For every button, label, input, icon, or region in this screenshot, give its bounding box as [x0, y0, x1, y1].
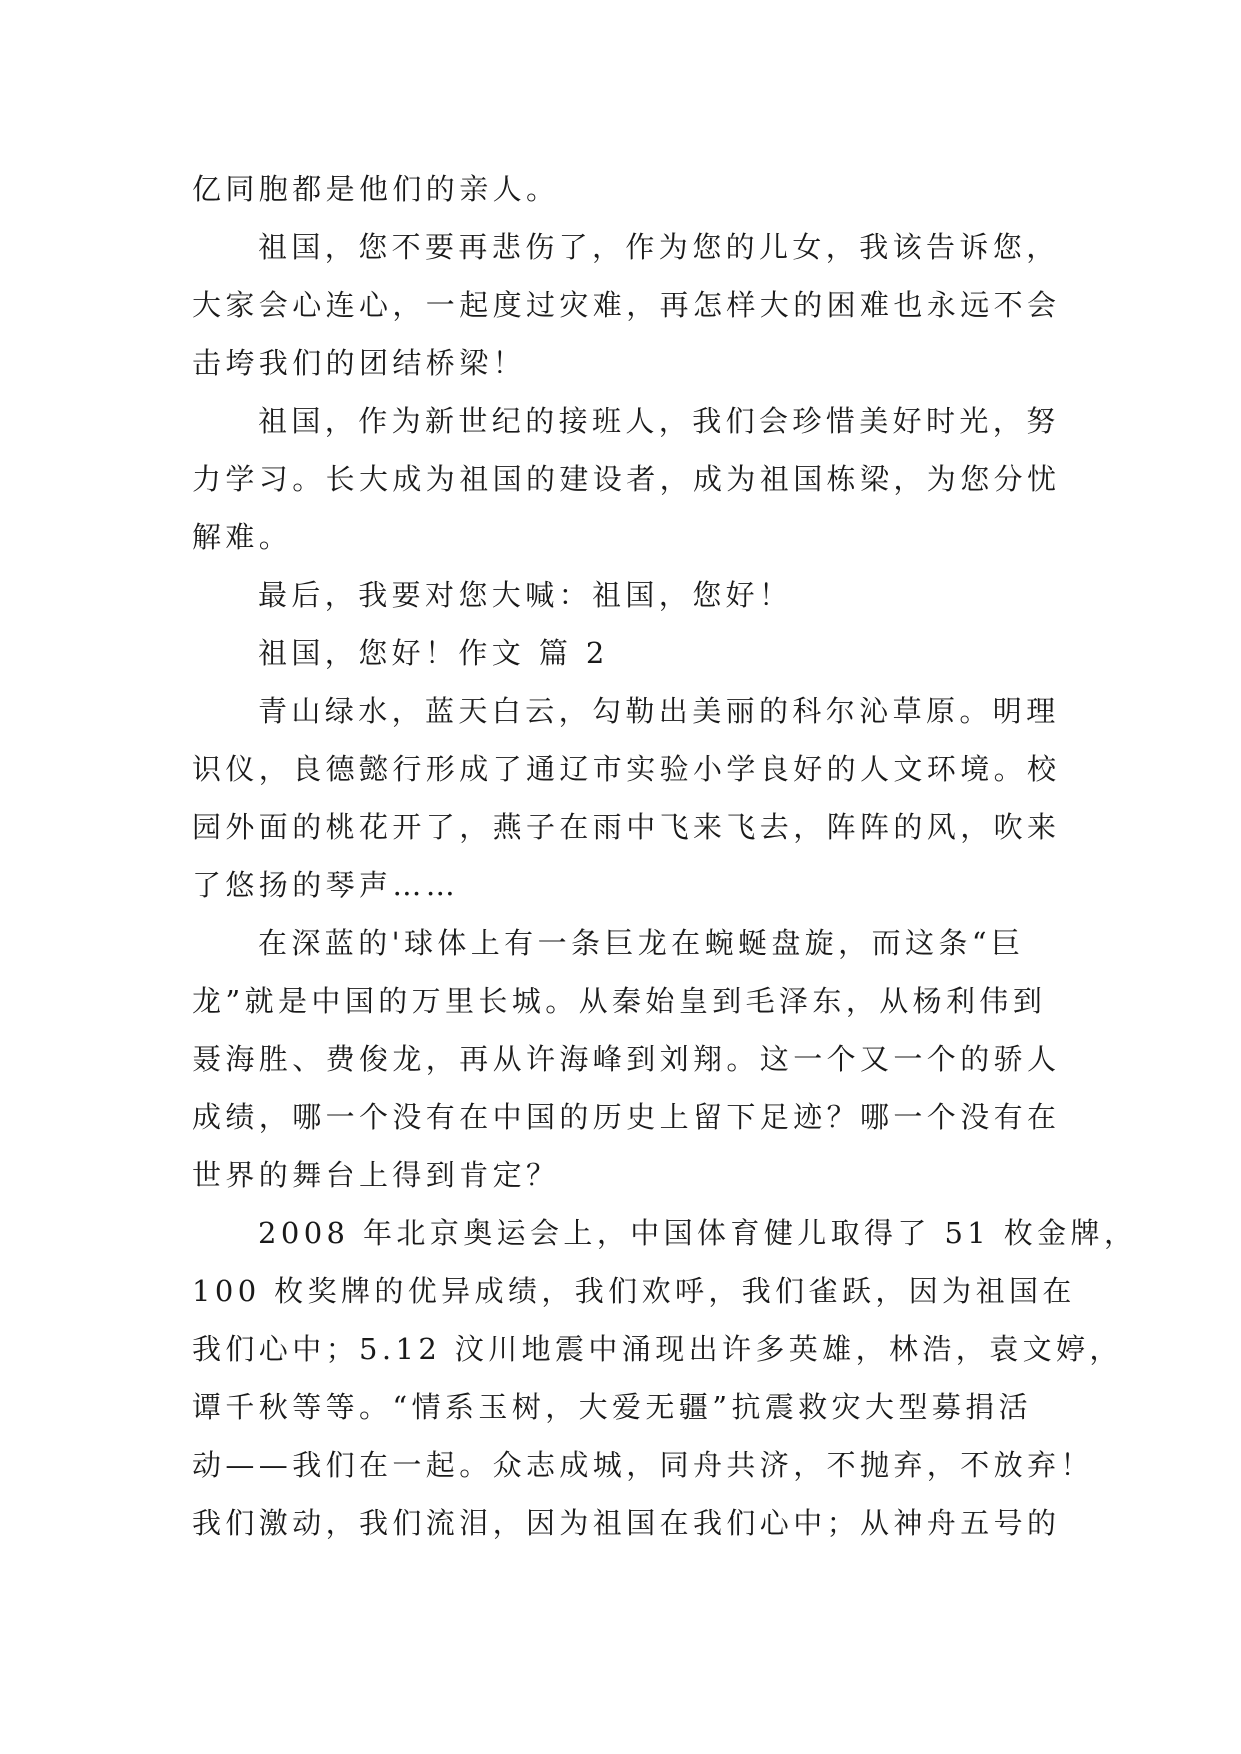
text-line: 击垮我们的团结桥梁！ [192, 346, 527, 380]
text-line: 祖国，作为新世纪的接班人，我们会珍惜美好时光，努 [258, 404, 1060, 438]
text-line: 了悠扬的琴声…… [192, 868, 460, 902]
text-line: 动——我们在一起。众志成城，同舟共济，不抛弃，不放弃！ [192, 1448, 1094, 1482]
text-line: 成绩，哪一个没有在中国的历史上留下足迹？哪一个没有在 [192, 1100, 1061, 1134]
text-line: 识仪，良德懿行形成了通辽市实验小学良好的人文环境。校 [192, 752, 1061, 786]
text-line: 谭千秋等等。“情系玉树，大爱无疆”抗震救灾大型募捐活 [192, 1390, 1033, 1424]
text-line: 大家会心连心，一起度过灾难，再怎样大的困难也永远不会 [192, 288, 1061, 322]
text-line: 祖国，您不要再悲伤了，作为您的儿女，我该告诉您， [258, 230, 1060, 264]
text-line: 解难。 [192, 520, 293, 554]
text-line: 我们心中；5.12 汶川地震中涌现出许多英雄，林浩，袁文婷， [192, 1332, 1123, 1366]
text-line: 青山绿水，蓝天白云，勾勒出美丽的科尔沁草原。明理 [258, 694, 1060, 728]
text-line: 在深蓝的'球体上有一条巨龙在蜿蜒盘旋，而这条“巨 [258, 926, 1025, 960]
text-line: 世界的舞台上得到肯定？ [192, 1158, 560, 1192]
text-line: 最后，我要对您大喊：祖国，您好！ [258, 578, 793, 612]
text-line: 力学习。长大成为祖国的建设者，成为祖国栋梁，为您分忧 [192, 462, 1061, 496]
text-line: 2008 年北京奥运会上，中国体育健儿取得了 51 枚金牌， [258, 1216, 1138, 1250]
text-line: 100 枚奖牌的优异成绩，我们欢呼，我们雀跃，因为祖国在 [192, 1274, 1076, 1308]
text-line: 龙”就是中国的万里长城。从秦始皇到毛泽东，从杨利伟到 [192, 984, 1047, 1018]
document-body [192, 160, 1138, 1552]
text-line: 聂海胜、费俊龙，再从许海峰到刘翔。这一个又一个的骄人 [192, 1042, 1061, 1076]
text-line: 园外面的桃花开了，燕子在雨中飞来飞去，阵阵的风，吹来 [192, 810, 1061, 844]
text-line: 我们激动，我们流泪，因为祖国在我们心中；从神舟五号的 [192, 1506, 1061, 1540]
text-line: 亿同胞都是他们的亲人。 [192, 172, 560, 206]
section-heading: 祖国，您好！作文 篇 2 [258, 636, 609, 670]
